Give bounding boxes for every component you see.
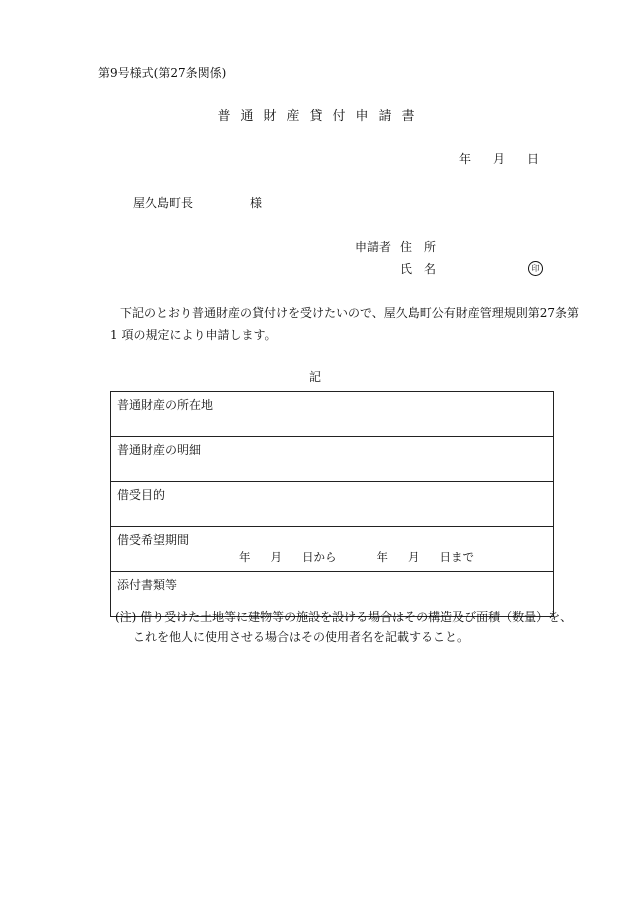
body-text-line-2: 1 項の規定により申請します。 [110, 328, 277, 342]
row-label: 普通財産の明細 [117, 443, 202, 457]
address-label: 住所 [400, 240, 449, 254]
period-end-year: 年 [376, 550, 388, 564]
note-line-2: これを他人に使用させる場合はその使用者名を記載すること。 [133, 630, 470, 644]
table-row [111, 437, 554, 482]
row-label: 普通財産の所在地 [117, 398, 214, 412]
date-day-label: 日 [527, 152, 540, 166]
period-end-month: 月 [408, 550, 420, 564]
addressee-honorific: 様 [250, 196, 263, 210]
row-label: 添付書類等 [117, 578, 178, 592]
application-details-table [110, 391, 554, 617]
borrowing-purpose-cell[interactable] [111, 482, 554, 527]
note-line-1: (注) 借り受けた土地等に建物等の施設を設ける場合はその構造及び面積（数量）を、 [115, 610, 573, 624]
period-from: 日から [302, 550, 337, 564]
period-start-month: 月 [270, 550, 282, 564]
row-label: 借受希望期間 [117, 533, 190, 547]
date-month-label: 月 [493, 152, 506, 166]
addressee-name: 屋久島町長 [133, 196, 194, 210]
name-label: 氏名 [400, 262, 449, 276]
ki-heading: 記 [308, 370, 321, 384]
seal-mark-icon: 印 [528, 261, 543, 276]
table-row [111, 527, 554, 572]
table-row [111, 482, 554, 527]
period-to: 日まで [439, 550, 474, 564]
borrowing-period-cell[interactable] [111, 527, 554, 572]
table-row [111, 392, 554, 437]
property-location-cell[interactable] [111, 392, 554, 437]
body-text-line-1: 下記のとおり普通財産の貸付けを受けたいので、屋久島町公有財産管理規則第27条第 [120, 306, 580, 320]
application-date [459, 152, 539, 166]
document-title: 普通財産貸付申請書 [217, 109, 425, 124]
period-dates [239, 549, 474, 565]
period-start-year: 年 [239, 550, 251, 564]
form-number: 第9号様式(第27条関係) [98, 66, 227, 80]
row-label: 借受目的 [117, 488, 166, 502]
property-details-cell[interactable] [111, 437, 554, 482]
applicant-label: 申請者 [355, 240, 392, 254]
date-year-label: 年 [459, 152, 472, 166]
